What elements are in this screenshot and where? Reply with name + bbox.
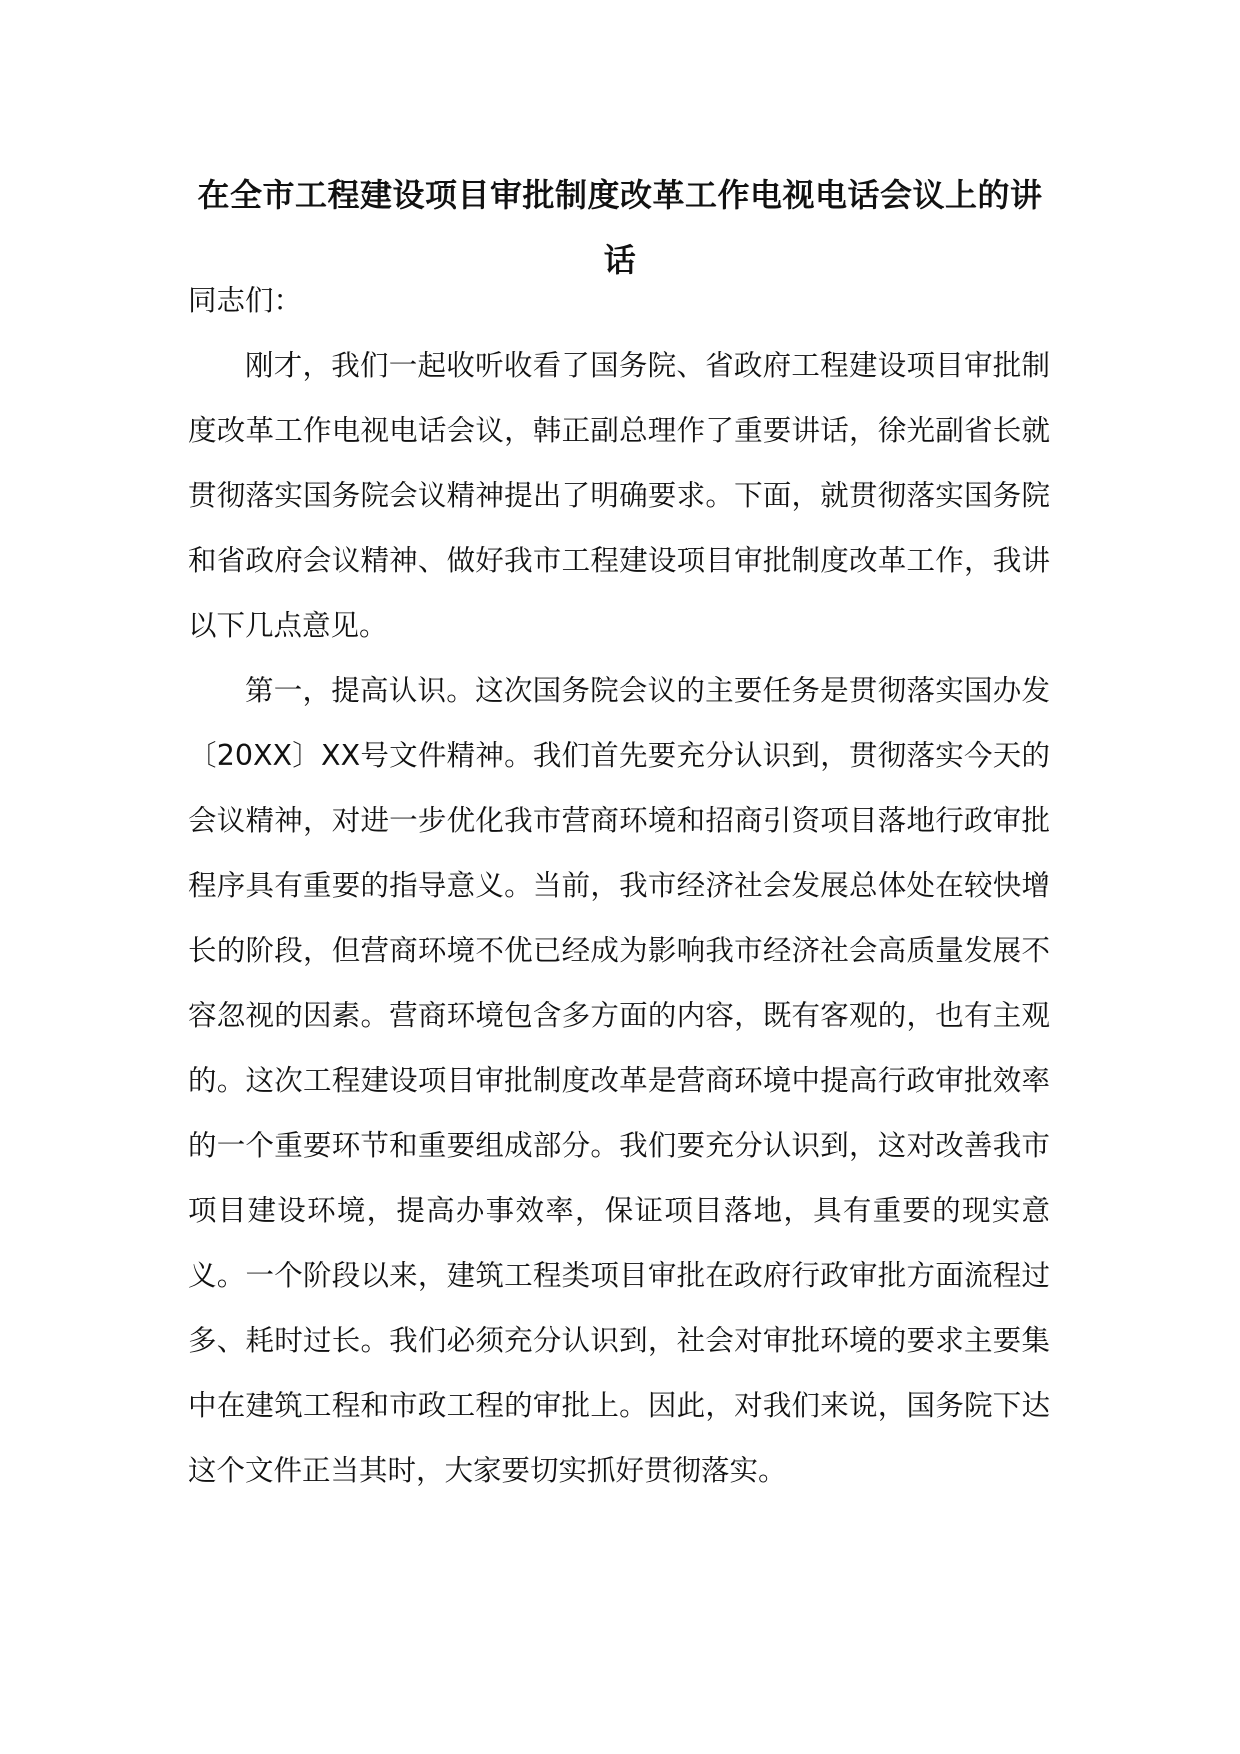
document-body	[188, 268, 1050, 1503]
paragraph: 第一，提高认识。这次国务院会议的主要任务是贯彻落实国办发〔20XX〕XX号文件精神。我们首先要充分认识到，贯彻落实今天的会议精神，对进一步优化我市营商环境和招商引资项目落地行政审批程序具有重要的指导意义。当前，我市经济社会发展总体处在较快增长的阶段，但营商环境不优已经成为影响我市经济社会高质量发展不容忽视的因素。营商环境包含多方面的内容，既有客观的，也有主观的。这次工程建设项目审批制度改革是营商环境中提高行政审批效率的一个重要环节和重要组成部分。我们要充分认识到，这对改善我市项目建设环境，提高办事效率，保证项目落地，具有重要的现实意义。一个阶段以来，建筑工程类项目审批在政府行政审批方面流程过多、耗时过长。我们必须充分认识到，社会对审批环境的要求主要集中在建筑工程和市政工程的审批上。因此，对我们来说，国务院下达这个文件正当其时，大家要切实抓好贯彻落实。	[188, 674, 1050, 1487]
document-title: 在全市工程建设项目审批制度改革工作电视电话会议上的讲话	[197, 176, 1043, 279]
salutation: 同志们：	[188, 284, 303, 317]
paragraph: 刚才，我们一起收听收看了国务院、省政府工程建设项目审批制度改革工作电视电话会议，韩正副总理作了重要讲话，徐光副省长就贯彻落实国务院会议精神提出了明确要求。下面，就贯彻落实国务院和省政府会议精神、做好我市工程建设项目审批制度改革工作，我讲以下几点意见。	[188, 349, 1050, 642]
